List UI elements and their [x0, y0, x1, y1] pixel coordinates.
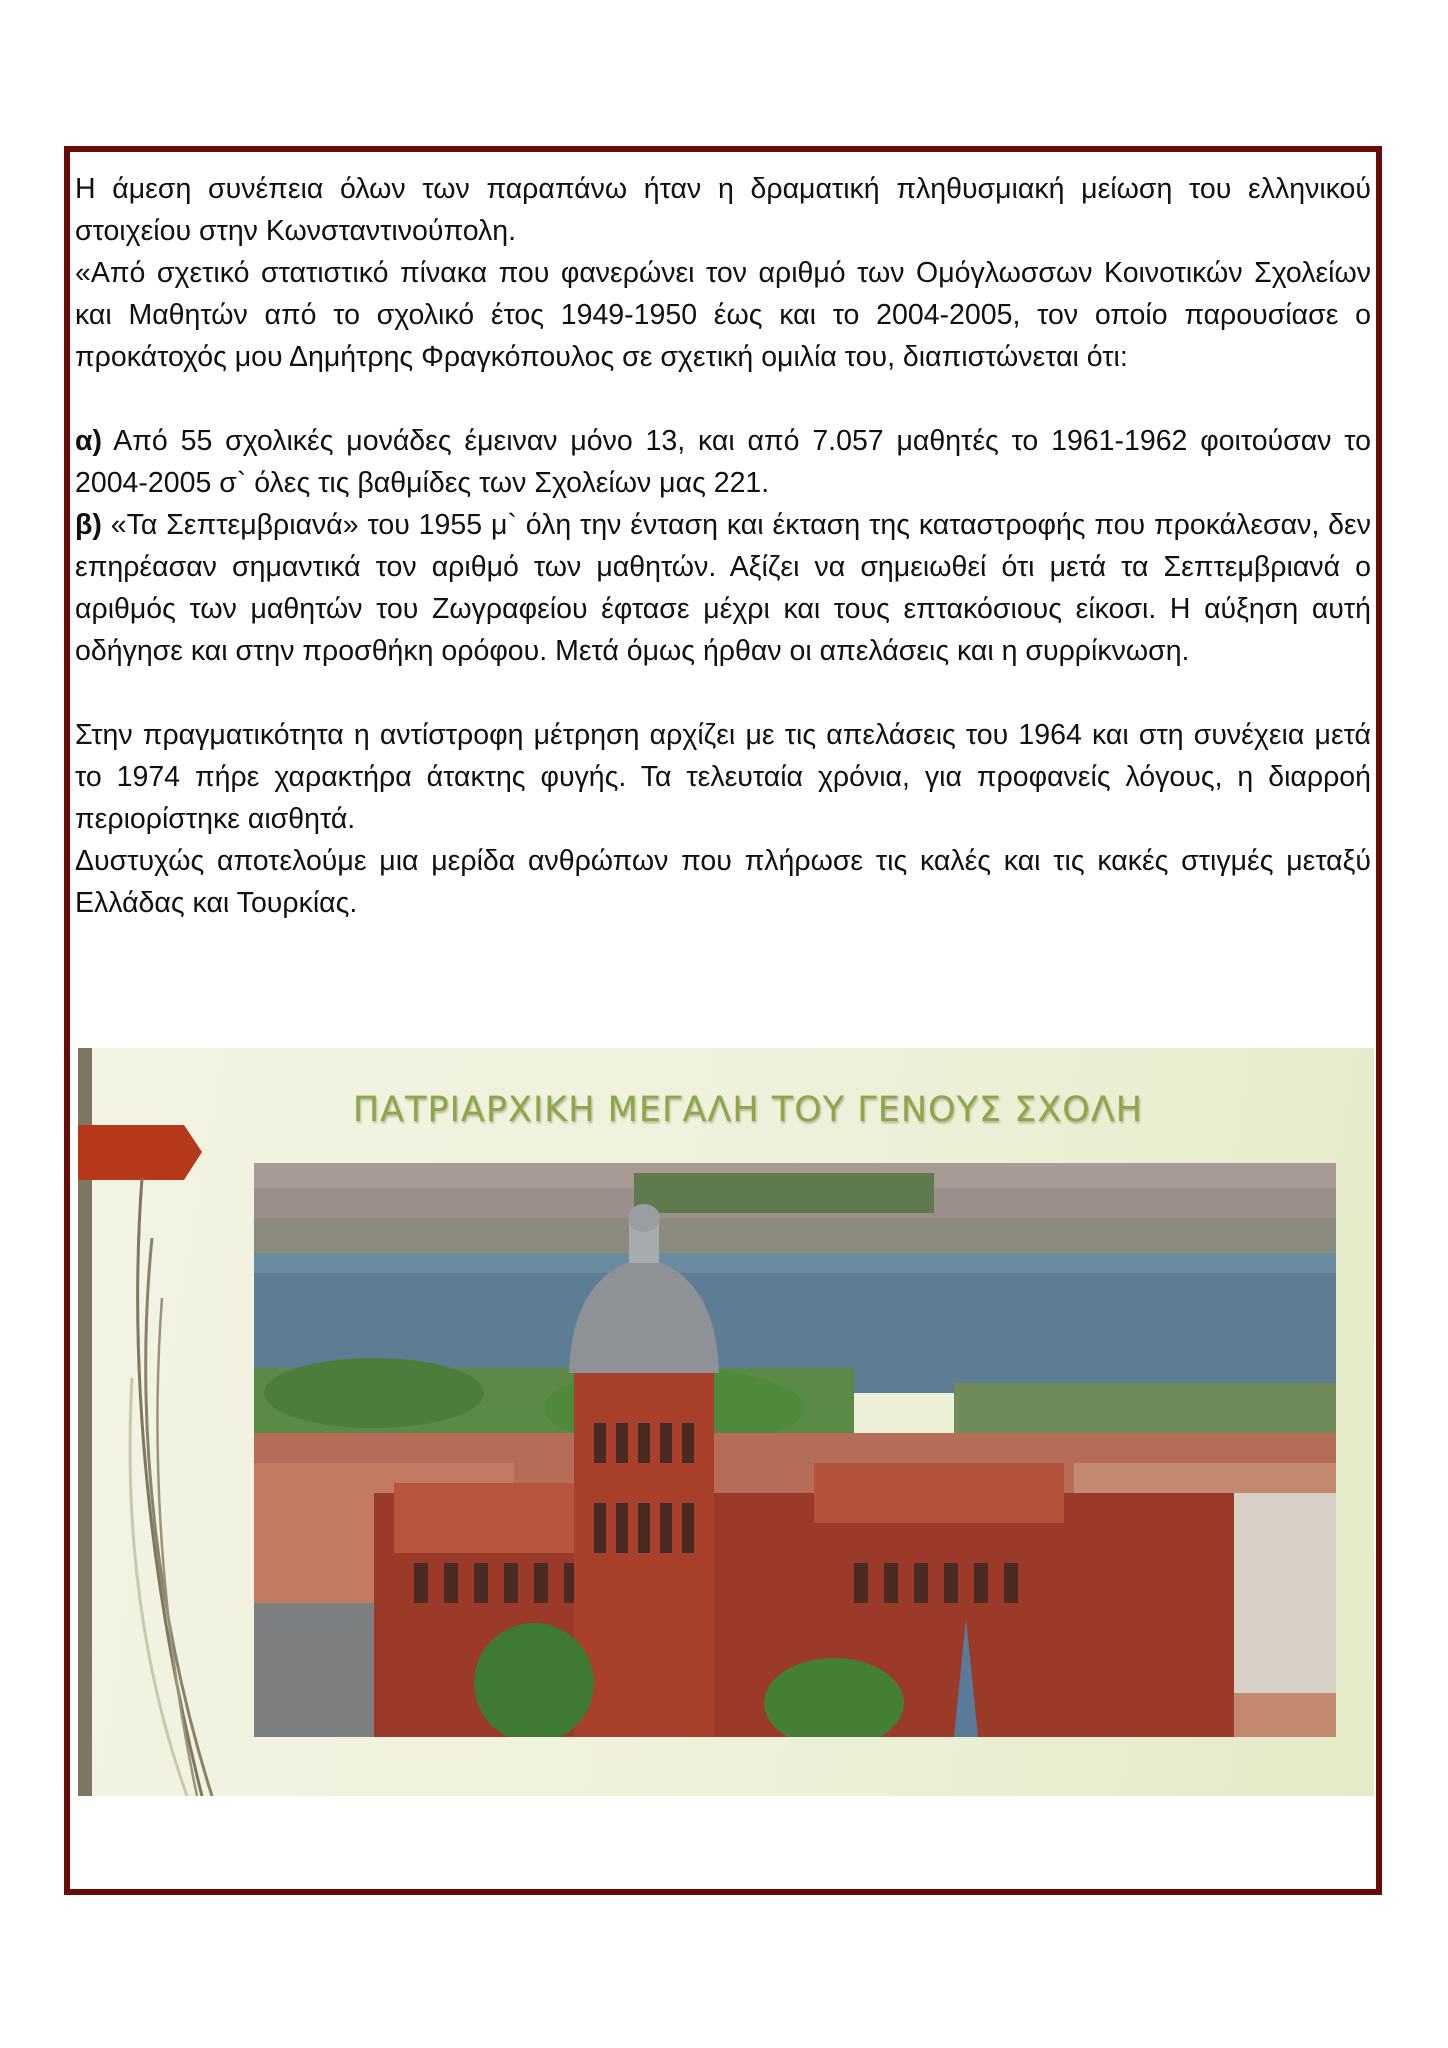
- item-b-label: β): [75, 509, 102, 541]
- slide-image: [78, 1048, 1374, 1796]
- item-b-text: «Τα Σεπτεμβριανά» του 1955 μ` όλη την ένταση και έκταση της καταστροφής που προκάλεσαν, δεν επηρέασαν σημαντικά τον αριθμό των μαθητών. Αξίζει να σημειωθεί ότι μετά τα Σεπτεμβριανά ο αριθμός των μαθητών του Ζωγραφείου έφτασε μέχρι και τους επτακόσιους είκοσι. Η αύξηση αυτή οδήγησε και στην προσθήκη ορόφου. Μετά όμως ήρθαν οι απελάσεις και η συρρίκνωση.: [75, 509, 1371, 667]
- document-body: [75, 168, 1371, 924]
- paragraph-item-b: [75, 504, 1371, 672]
- paragraph-statistics: «Από σχετικό στατιστικό πίνακα που φανερώνει τον αριθμό των Ομόγλωσσων Κοινοτικών Σχολείων και Μαθητών από το σχολικό έτος 1949-1950 έως και το 2004-2005, τον οποίο παρουσίασε ο προκάτοχός μου Δημήτρης Φραγκόπουλος σε σχετική ομιλία του, διαπιστώνεται ότι:: [75, 257, 1371, 373]
- item-a-label: α): [75, 425, 103, 457]
- paragraph-countdown: Στην πραγματικότητα η αντίστροφη μέτρηση αρχίζει με τις απελάσεις του 1964 και στη συνέχεια μετά το 1974 πήρε χαρακτήρα άτακτης φυγής. Τα τελευταία χρόνια, για προφανείς λόγους, η διαρροή περιορίστηκε αισθητά.: [75, 719, 1371, 835]
- slide-arrow-shape: [78, 1125, 202, 1180]
- paragraph-spacer: [75, 378, 1371, 420]
- school-aerial-photo: [254, 1163, 1336, 1737]
- paragraph-conclusion: Δυστυχώς αποτελούμε μια μερίδα ανθρώπων που πλήρωσε τις καλές και τις κακές στιγμές μεταξύ Ελλάδας και Τουρκίας.: [75, 845, 1371, 919]
- slide-title: ΠΑΤΡΙΑΡΧΙΚΗ ΜΕΓΑΛΗ ΤΟΥ ΓΕΝΟΥΣ ΣΧΟΛΗ: [352, 1090, 1144, 1130]
- item-a-text: Από 55 σχολικές μονάδες έμειναν μόνο 13, και από 7.057 μαθητές το 1961-1962 φοιτούσαν το 2004-2005 σ` όλες τις βαθμίδες των Σχολείων μας 221.: [75, 425, 1371, 499]
- slide-decorative-curves: [92, 1178, 232, 1796]
- paragraph-item-a: [75, 420, 1371, 504]
- paragraph-intro: Η άμεση συνέπεια όλων των παραπάνω ήταν η δραματική πληθυσμιακή μείωση του ελληνικού στοιχείου στην Κωνσταντινούπολη.: [75, 173, 1371, 247]
- paragraph-spacer: [75, 672, 1371, 714]
